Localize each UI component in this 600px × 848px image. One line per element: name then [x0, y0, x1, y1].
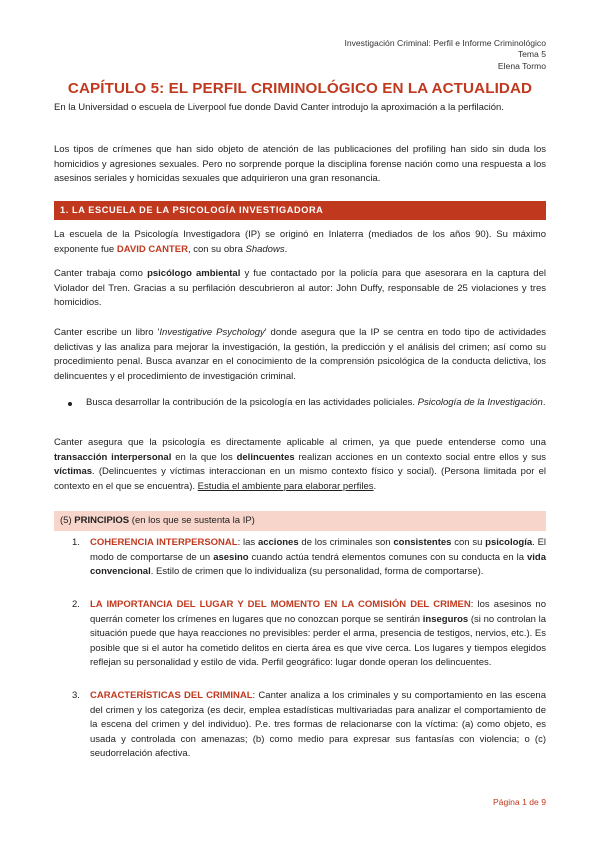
section-heading	[54, 201, 546, 220]
section-heading-text: 1. LA ESCUELA DE LA PSICOLOGÍA INVESTIGADORA	[60, 205, 324, 215]
page-title: CAPÍTULO 5: EL PERFIL CRIMINOLÓGICO EN LA ACTUALIDAD	[67, 80, 533, 97]
section-paragraph-2: Canter trabaja como psicólogo ambiental y fue contactado por la policía para que asesorara en la captura del Violador del Tren. Gracias a su perfilación descubrieron al autor: John Duffy, responsable de 25 violaciones y tres homicidios.	[54, 268, 546, 309]
header-course: Investigación Criminal: Perfil e Informe Criminológico	[344, 38, 546, 48]
page-number: Página 1 de 9	[492, 797, 546, 807]
section-paragraph-1: La escuela de la Psicología Investigadora (IP) se originó en Inlaterra (mediados de los años 90). Su máximo exponente fue DAVID CANTER, con su obra Shadows.	[54, 229, 546, 255]
intro-paragraph-1: En la Universidad o escuela de Liverpool fue donde David Canter introdujo la aproximación a la perfilación.	[54, 102, 504, 113]
document-header	[344, 38, 546, 72]
header-topic: Tema 5	[517, 49, 546, 60]
header-author: Elena Tormo	[497, 60, 546, 71]
principle-item-2: 2. LA IMPORTANCIA DEL LUGAR Y DEL MOMENTO EN LA COMISIÓN DEL CRIMEN: los asesinos no querrán cometer los crímenes en lugares que no conozcan porque se sentirán inseguros (si no controlan la situación puede que haya reacciones no previsibles: perder el arma, presencia de testigos, nervios, etc.). Es posible que si el autor ha cometido delitos en cierta área es que vive cerca. Los lugares y tiempos elegidos reflejan su personalidad y estilo de vida. Perfil geográfico: lugar donde operan los delincuentes.	[72, 599, 546, 669]
highlight-name: DAVID CANTER	[116, 243, 188, 255]
principle-item-3: 3. CARACTERÍSTICAS DEL CRIMINAL: Canter analiza a los criminales y su comportamiento en las escena del crimen y los categoriza (es decir, emplea estadísticas multivariadas para analizar el comportamiento de la escena del crimen y del individuo). P.e. tres formas de relacionarse con la víctima: (a) como objeto, es usada y controlada con amenazas; (b) como medio para expresar sus fantasías con violencia; o (c) seudorrelación afectiva.	[72, 690, 546, 760]
principles-heading: (5) PRINCIPIOS (en los que se sustenta la IP)	[54, 511, 546, 531]
underlined-note: Estudia el ambiente para elaborar perfiles	[197, 480, 374, 492]
book-title: Shadows	[245, 243, 285, 255]
section-paragraph-3: Canter escribe un libro 'Investigative Psychology' donde asegura que la IP se centra en todo tipo de actividades delictivas y las analiza para mejorar la investigación, la gestión, la predicción y el análisis del crimen; así como su procedimiento penal. Busca avanzar en el conocimiento de la comprensión psicológica de la conducta delictiva, los delincuentes y el procedimiento de investigación criminal.	[54, 327, 547, 382]
section-paragraph-4: Canter asegura que la psicología es directamente aplicable al crimen, ya que puede entenderse como una transacción interpersonal en la que los delincuentes realizan acciones en un contexto social entre ellos y sus víctimas. (Delincuentes y víctimas interaccionan en un mismo contexto físico y social). (Persona limitada por el contexto en el que se encuentra). Estudia el ambiente para elaborar perfiles.	[54, 437, 547, 492]
bullet-item: Busca desarrollar la contribución de la psicología en las actividades policiales. Psicología de la Investigación.	[86, 396, 546, 411]
intro-paragraph-2: Los tipos de crímenes que han sido objeto de atención de las publicaciones del profiling han sido sin duda los homicidios y agresiones sexuales. Pero no sorprende porque la disciplina forense nación como una respuesta a los asesinos seriales y homicidas sexuales que adquirieron una gran resonancia.	[54, 144, 546, 185]
principle-item-1: 1. COHERENCIA INTERPERSONAL: las acciones de los criminales son consistentes con su psicología. El modo de comportarse de un asesino cuando actúa tendrá elementos comunes con su conducta en la vida convencional. Estilo de crimen que lo individualiza (su personalidad, forma de comportarse).	[72, 537, 547, 578]
bullet-dot-icon	[68, 402, 72, 406]
